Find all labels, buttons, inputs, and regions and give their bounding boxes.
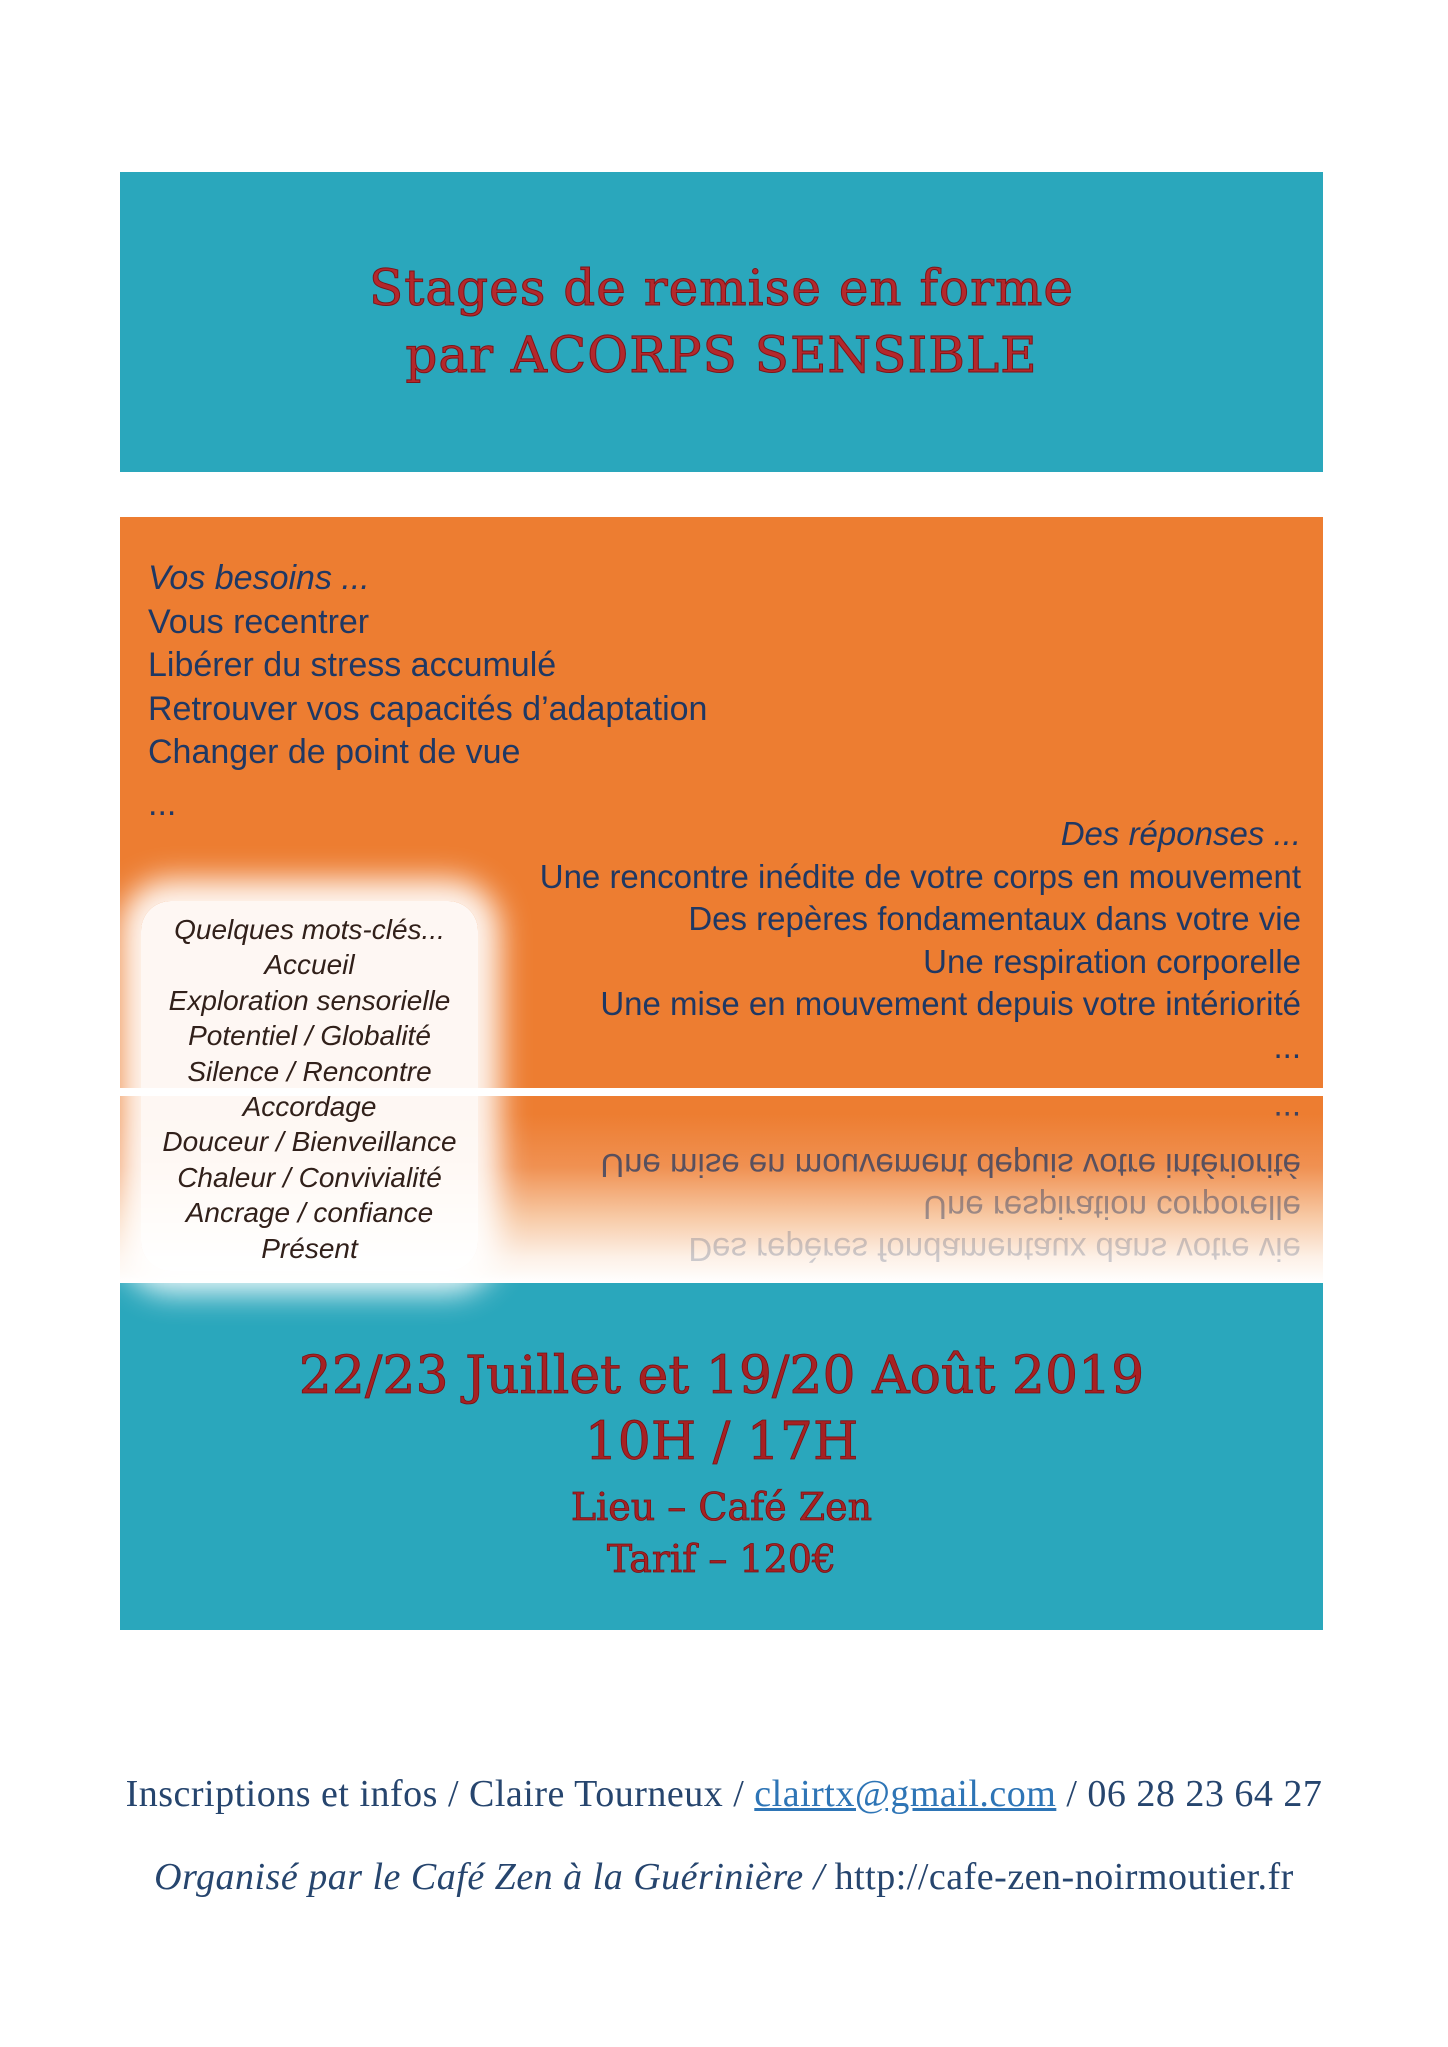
organizer-url: http://cafe-zen-noirmoutier.fr	[834, 1856, 1294, 1898]
responses-item: Des repères fondamentaux dans votre vie	[688, 900, 1301, 937]
keyword-item: Ancrage / confiance	[185, 1197, 434, 1229]
contact-prefix: Inscriptions et infos / Claire Tourneux /	[125, 1773, 755, 1815]
needs-item: Vous recentrer	[148, 602, 370, 641]
responses-ellipsis: ...	[1273, 1027, 1301, 1065]
schedule-location: Lieu – Café Zen	[570, 1485, 873, 1529]
organizer-text: Organisé par le Café Zen à la Guérinière /	[154, 1856, 835, 1898]
keywords-heading: Quelques mots-clés...	[174, 914, 445, 945]
email-link[interactable]: clairtx@gmail.com	[754, 1773, 1057, 1815]
poster-title	[369, 255, 1074, 389]
needs-heading: Vos besoins ...	[148, 559, 370, 597]
keyword-item: Douceur / Bienveillance	[162, 1126, 457, 1158]
schedule-price: Tarif – 120€	[606, 1537, 837, 1581]
needs-item: Retrouver vos capacités d’adaptation	[148, 689, 708, 728]
contact-line	[0, 1772, 1448, 1816]
poster-title-line1: Stages de remise en forme	[368, 259, 1075, 317]
contact-phone: / 06 28 23 64 27	[1056, 1773, 1323, 1815]
reflection-line: Une respiration corporelle	[923, 1189, 1301, 1226]
reflection-line: Une mise en mouvement depuis votre intériorité	[600, 1147, 1301, 1184]
needs-ellipsis: ...	[148, 784, 177, 823]
reflection-text	[600, 1102, 1301, 1270]
keyword-item: Accueil	[264, 949, 355, 981]
schedule-block	[120, 1283, 1323, 1630]
keyword-item: Silence / Rencontre	[187, 1055, 432, 1087]
reflection-ellipsis: ...	[1273, 1105, 1301, 1142]
responses-heading: Des réponses ...	[1060, 815, 1301, 852]
keyword-item: Exploration sensorielle	[168, 984, 451, 1016]
keywords-box	[141, 901, 478, 1271]
needs-item: Changer de point de vue	[148, 733, 521, 771]
keyword-item: Potentiel / Globalité	[188, 1020, 431, 1052]
reflection-line: Des repères fondamentaux dans votre vie	[688, 1231, 1301, 1268]
schedule-hours: 10H / 17H	[584, 1412, 859, 1472]
responses-list	[540, 813, 1301, 1068]
keyword-item: Chaleur / Convivialité	[177, 1161, 442, 1193]
responses-item: Une respiration corporelle	[923, 942, 1301, 980]
schedule-dates: 22/23 Juillet et 19/20 Août 2019	[298, 1346, 1145, 1406]
keyword-item: Accordage	[242, 1091, 377, 1123]
keyword-item: Présent	[261, 1232, 358, 1264]
header-block	[120, 172, 1323, 472]
poster-title-line2: par ACORPS SENSIBLE	[405, 326, 1038, 384]
organizer-line	[0, 1855, 1448, 1899]
responses-item: Une rencontre inédite de votre corps en mouvement	[539, 857, 1301, 895]
needs-list	[148, 557, 707, 826]
responses-item: Une mise en mouvement depuis votre intériorité	[600, 985, 1301, 1022]
needs-item: Libérer du stress accumulé	[148, 646, 557, 684]
